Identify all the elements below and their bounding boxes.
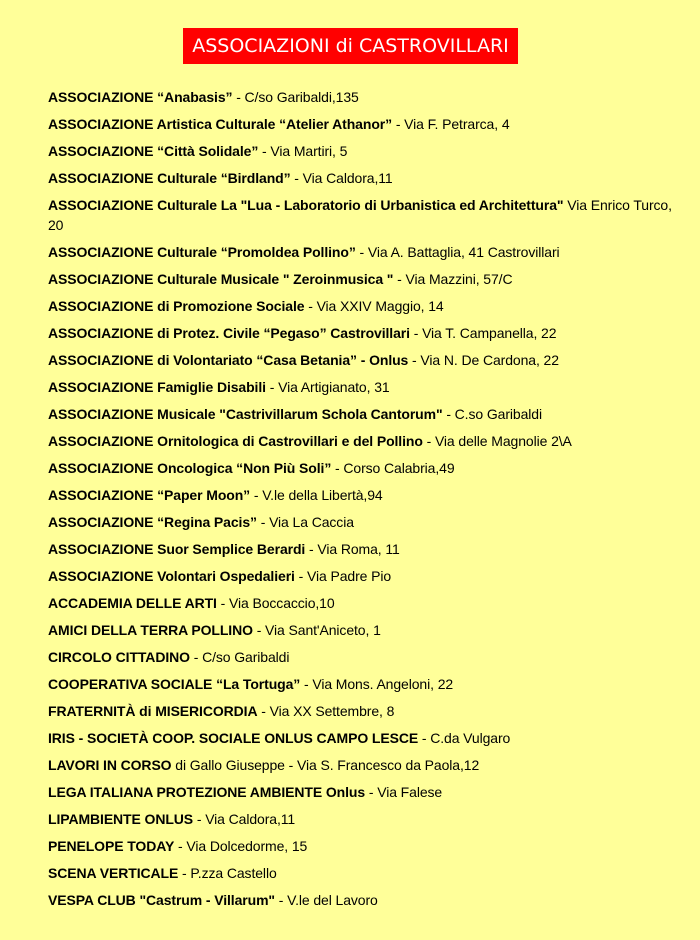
association-address: - V.le del Lavoro <box>274 892 378 908</box>
association-name: ASSOCIAZIONE Oncologica “Non Più Soli” <box>48 460 332 476</box>
list-item <box>48 836 688 856</box>
list-item <box>48 458 688 478</box>
list-item <box>48 168 688 188</box>
association-address: - Via Sant'Aniceto, 1 <box>252 622 381 638</box>
association-address: - Via F. Petrarca, 4 <box>392 116 510 132</box>
list-item <box>48 728 688 748</box>
association-name: ASSOCIAZIONE Culturale “Promoldea Pollino” <box>48 244 356 260</box>
association-address: - P.zza Castello <box>178 865 277 881</box>
association-name: COOPERATIVA SOCIALE “La Tortuga” <box>48 676 301 692</box>
association-name: ACCADEMIA DELLE ARTI <box>48 595 217 611</box>
list-item <box>48 782 688 802</box>
association-name: ASSOCIAZIONE Musicale "Castrivillarum Schola Cantorum" <box>48 406 443 422</box>
association-name: CIRCOLO CITTADINO <box>48 649 190 665</box>
list-item <box>48 539 688 559</box>
association-address: - Via N. De Cardona, 22 <box>408 352 559 368</box>
association-address: - Via La Caccia <box>256 514 354 530</box>
association-name: SCENA VERTICALE <box>48 865 179 881</box>
list-item <box>48 512 688 532</box>
association-name: LEGA ITALIANA PROTEZIONE AMBIENTE Onlus <box>48 784 366 800</box>
list-item <box>48 404 688 424</box>
association-address: - Via Falese <box>365 784 443 800</box>
association-address: - Via A. Battaglia, 41 Castrovillari <box>355 244 560 260</box>
association-name: AMICI DELLA TERRA POLLINO <box>48 622 253 638</box>
list-item <box>48 242 688 262</box>
association-address: - Via Caldora,11 <box>290 170 393 186</box>
association-name: ASSOCIAZIONE Suor Semplice Berardi <box>48 541 306 557</box>
association-address: - Via Artigianato, 31 <box>265 379 390 395</box>
association-address: - C.so Garibaldi <box>442 406 542 422</box>
association-name: ASSOCIAZIONE Artistica Culturale “Atelier Athanor” <box>48 116 393 132</box>
list-item <box>48 431 688 451</box>
page-title: ASSOCIAZIONI di CASTROVILLARI <box>183 28 518 64</box>
list-item <box>48 566 688 586</box>
list-item <box>48 269 688 289</box>
association-name: LAVORI IN CORSO <box>48 757 172 773</box>
association-name: LIPAMBIENTE ONLUS <box>48 811 194 827</box>
association-name: ASSOCIAZIONE “Anabasis” <box>48 89 233 105</box>
list-item <box>48 141 688 161</box>
list-item <box>48 890 688 910</box>
list-item <box>48 296 688 316</box>
association-name: ASSOCIAZIONE di Protez. Civile “Pegaso” Castrovillari <box>48 325 410 341</box>
association-name: FRATERNITÀ di MISERICORDIA <box>48 703 258 719</box>
association-address: - Via Boccaccio,10 <box>216 595 335 611</box>
title-container <box>0 28 700 64</box>
list-item <box>48 620 688 640</box>
list-item <box>48 377 688 397</box>
association-address: - Via XXIV Maggio, 14 <box>304 298 444 314</box>
association-address: - C/so Garibaldi,135 <box>232 89 359 105</box>
list-item <box>48 674 688 694</box>
association-address: - Via Roma, 11 <box>305 541 400 557</box>
association-address: - Via Mons. Angeloni, 22 <box>300 676 454 692</box>
association-name: PENELOPE TODAY <box>48 838 175 854</box>
association-name: ASSOCIAZIONE Culturale La "Lua - Laboratorio di Urbanistica ed Architettura" <box>48 197 564 213</box>
association-name: VESPA CLUB "Castrum - Villarum" <box>48 892 275 908</box>
association-address: di Gallo Giuseppe - Via S. Francesco da Paola,12 <box>171 757 480 773</box>
association-name: ASSOCIAZIONE Culturale “Birdland” <box>48 170 291 186</box>
association-name: ASSOCIAZIONE Famiglie Disabili <box>48 379 266 395</box>
association-address: - V.le della Libertà,94 <box>250 487 383 503</box>
list-item <box>48 195 688 235</box>
association-name: ASSOCIAZIONE “Paper Moon” <box>48 487 251 503</box>
association-address: - Via Caldora,11 <box>193 811 296 827</box>
association-name: IRIS - SOCIETÀ COOP. SOCIALE ONLUS CAMPO LESCE <box>48 730 419 746</box>
association-address: - Via Martiri, 5 <box>258 143 348 159</box>
list-item <box>48 647 688 667</box>
association-list <box>48 87 688 917</box>
list-item <box>48 350 688 370</box>
association-address: - Via Mazzini, 57/C <box>393 271 513 287</box>
association-name: ASSOCIAZIONE Volontari Ospedalieri <box>48 568 295 584</box>
list-item <box>48 87 688 107</box>
association-address: - Via Padre Pio <box>294 568 392 584</box>
association-name: ASSOCIAZIONE Ornitologica di Castrovillari e del Pollino <box>48 433 423 449</box>
list-item <box>48 485 688 505</box>
association-address: - C/so Garibaldi <box>189 649 290 665</box>
association-address: - Via Dolcedorme, 15 <box>174 838 308 854</box>
list-item <box>48 809 688 829</box>
list-item <box>48 593 688 613</box>
association-name: ASSOCIAZIONE “Città Solidale” <box>48 143 259 159</box>
association-name: ASSOCIAZIONE di Promozione Sociale <box>48 298 305 314</box>
association-address: Via Enrico Turco, 20 <box>48 197 672 233</box>
association-name: ASSOCIAZIONE Culturale Musicale " Zeroinmusica " <box>48 271 394 287</box>
association-address: - Corso Calabria,49 <box>331 460 455 476</box>
association-name: ASSOCIAZIONE “Regina Pacis” <box>48 514 257 530</box>
list-item <box>48 323 688 343</box>
association-address: - Via T. Campanella, 22 <box>409 325 557 341</box>
list-item <box>48 755 688 775</box>
list-item <box>48 114 688 134</box>
association-address: - C.da Vulgaro <box>418 730 511 746</box>
list-item <box>48 863 688 883</box>
list-item <box>48 701 688 721</box>
association-address: - Via XX Settembre, 8 <box>257 703 395 719</box>
association-name: ASSOCIAZIONE di Volontariato “Casa Betania” - Onlus <box>48 352 409 368</box>
association-address: - Via delle Magnolie 2\A <box>422 433 572 449</box>
